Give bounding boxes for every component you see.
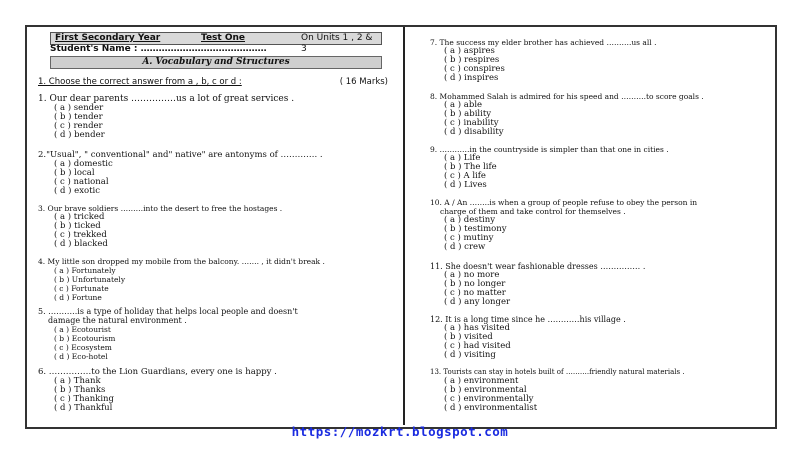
option: ( c ) trekked <box>54 230 107 240</box>
option: ( d ) Eco-hotel <box>54 352 108 361</box>
option: ( c ) had visited <box>444 341 511 351</box>
question-2 <box>38 151 323 196</box>
option: ( a ) Ecotourist <box>54 325 111 334</box>
option: ( c ) no matter <box>444 288 506 298</box>
question-7 <box>430 38 775 83</box>
option: ( a ) Life <box>444 153 481 163</box>
question-6 <box>38 368 277 413</box>
question-stem: 4. My little son dropped my mobile from the balcony. ……. , it didn't break . <box>38 257 325 266</box>
question-9 <box>430 145 775 190</box>
test-label: Test One <box>201 33 246 43</box>
option: ( d ) inspires <box>444 73 499 83</box>
option: ( c ) environmentally <box>444 394 534 404</box>
question-stem: 5. ………..is a type of holiday that helps local people and doesn't <box>38 307 298 316</box>
option: ( a ) domestic <box>54 159 113 169</box>
student-name-line: Student's Name : …………………………………… <box>50 44 267 54</box>
units-label: On Units 1 , 2 & 3 <box>301 33 373 54</box>
option: ( d ) visiting <box>444 350 496 360</box>
question-11 <box>430 262 775 307</box>
option: ( b ) Unfortunately <box>54 275 126 284</box>
question-5 <box>38 307 298 361</box>
question-stem: 1. Our dear parents ……………us a lot of great services . <box>38 94 295 104</box>
option: ( c ) Fortunate <box>54 284 109 293</box>
option: ( d ) blacked <box>54 239 108 249</box>
option: ( a ) sender <box>54 103 104 113</box>
option: ( a ) able <box>444 100 483 110</box>
option: ( c ) render <box>54 121 103 131</box>
question-stem: 2."Usual", " conventional" and" native" are antonyms of …………. . <box>38 150 323 160</box>
option: ( b ) ability <box>444 109 492 119</box>
question-stem: 9. …………in the countryside is simpler than that one in cities . <box>430 145 669 154</box>
option: ( c ) mutiny <box>444 233 494 243</box>
section-title: A. Vocabulary and Structures <box>50 56 382 69</box>
option: ( b ) Thanks <box>54 385 106 395</box>
option: ( d ) environmentalist <box>444 403 538 413</box>
question-stem: 7. The success my elder brother has achieved ……….us all . <box>430 38 657 47</box>
option: ( a ) destiny <box>444 215 496 225</box>
option: ( b ) visited <box>444 332 493 342</box>
question-1 <box>38 95 294 140</box>
option: ( b ) The life <box>444 162 497 172</box>
option: ( c ) conspires <box>444 64 505 74</box>
question-4 <box>38 257 325 302</box>
option: ( d ) Thankful <box>54 403 113 413</box>
option: ( d ) Fortune <box>54 293 102 302</box>
option: ( a ) tricked <box>54 212 105 222</box>
option: ( b ) respires <box>444 55 500 65</box>
question-stem-continued: damage the natural environment . <box>48 316 187 325</box>
option: ( b ) ticked <box>54 221 101 231</box>
option: ( b ) tender <box>54 112 103 122</box>
marks-label: ( 16 Marks) <box>339 77 388 87</box>
option: ( d ) disability <box>444 127 504 137</box>
question-10 <box>430 198 775 252</box>
option: ( b ) Ecotourism <box>54 334 116 343</box>
question-stem-continued: charge of them and take control for themselves . <box>440 207 626 216</box>
option: ( a ) environment <box>444 376 519 386</box>
option: ( d ) exotic <box>54 186 101 196</box>
question-stem: 13. Tourists can stay in hotels built of ……….friendly natural materials . <box>430 368 685 376</box>
question-stem: 6. ……………to the Lion Guardians, every one is happy . <box>38 367 277 377</box>
option: ( b ) environmental <box>444 385 527 395</box>
option: ( c ) national <box>54 177 109 187</box>
instruction-text: 1. Choose the correct answer from a , b, c or d : <box>38 77 242 87</box>
exam-header <box>38 30 398 70</box>
question-13 <box>430 368 775 413</box>
option: ( d ) bender <box>54 130 105 140</box>
blog-url-watermark[interactable]: https://mozkrt.blogspot.com <box>291 424 509 439</box>
option: ( a ) aspires <box>444 46 495 56</box>
question-3 <box>38 204 282 249</box>
option: ( b ) local <box>54 168 95 178</box>
question-stem: 11. She doesn't wear fashionable dresses …………… . <box>430 262 646 271</box>
question-stem: 12. It is a long time since he …………his village . <box>430 315 626 324</box>
option: ( c ) inability <box>444 118 499 128</box>
option: ( d ) crew <box>444 242 486 252</box>
option: ( d ) any longer <box>444 297 511 307</box>
option: ( c ) Ecosystem <box>54 343 112 352</box>
option: ( a ) no more <box>444 270 500 280</box>
question-stem: 8. Mohammed Salah is admired for his speed and ……….to score goals . <box>430 92 704 101</box>
question-stem: 3. Our brave soldiers ………into the desert to free the hostages . <box>38 204 283 213</box>
question-8 <box>430 92 775 137</box>
option: ( c ) A life <box>444 171 486 181</box>
option: ( a ) has visited <box>444 323 510 333</box>
option: ( b ) testimony <box>444 224 507 234</box>
option: ( b ) no longer <box>444 279 506 289</box>
question-stem: 10. A / An ……..is when a group of people refuse to obey the person in <box>430 198 698 207</box>
option: ( c ) Thanking <box>54 394 114 404</box>
option: ( a ) Fortunately <box>54 266 116 275</box>
option: ( a ) Thank <box>54 376 101 386</box>
question-12 <box>430 315 775 360</box>
column-divider <box>403 27 405 425</box>
instruction-line <box>38 77 388 87</box>
option: ( d ) Lives <box>444 180 487 190</box>
grade-label: First Secondary Year <box>55 33 161 43</box>
